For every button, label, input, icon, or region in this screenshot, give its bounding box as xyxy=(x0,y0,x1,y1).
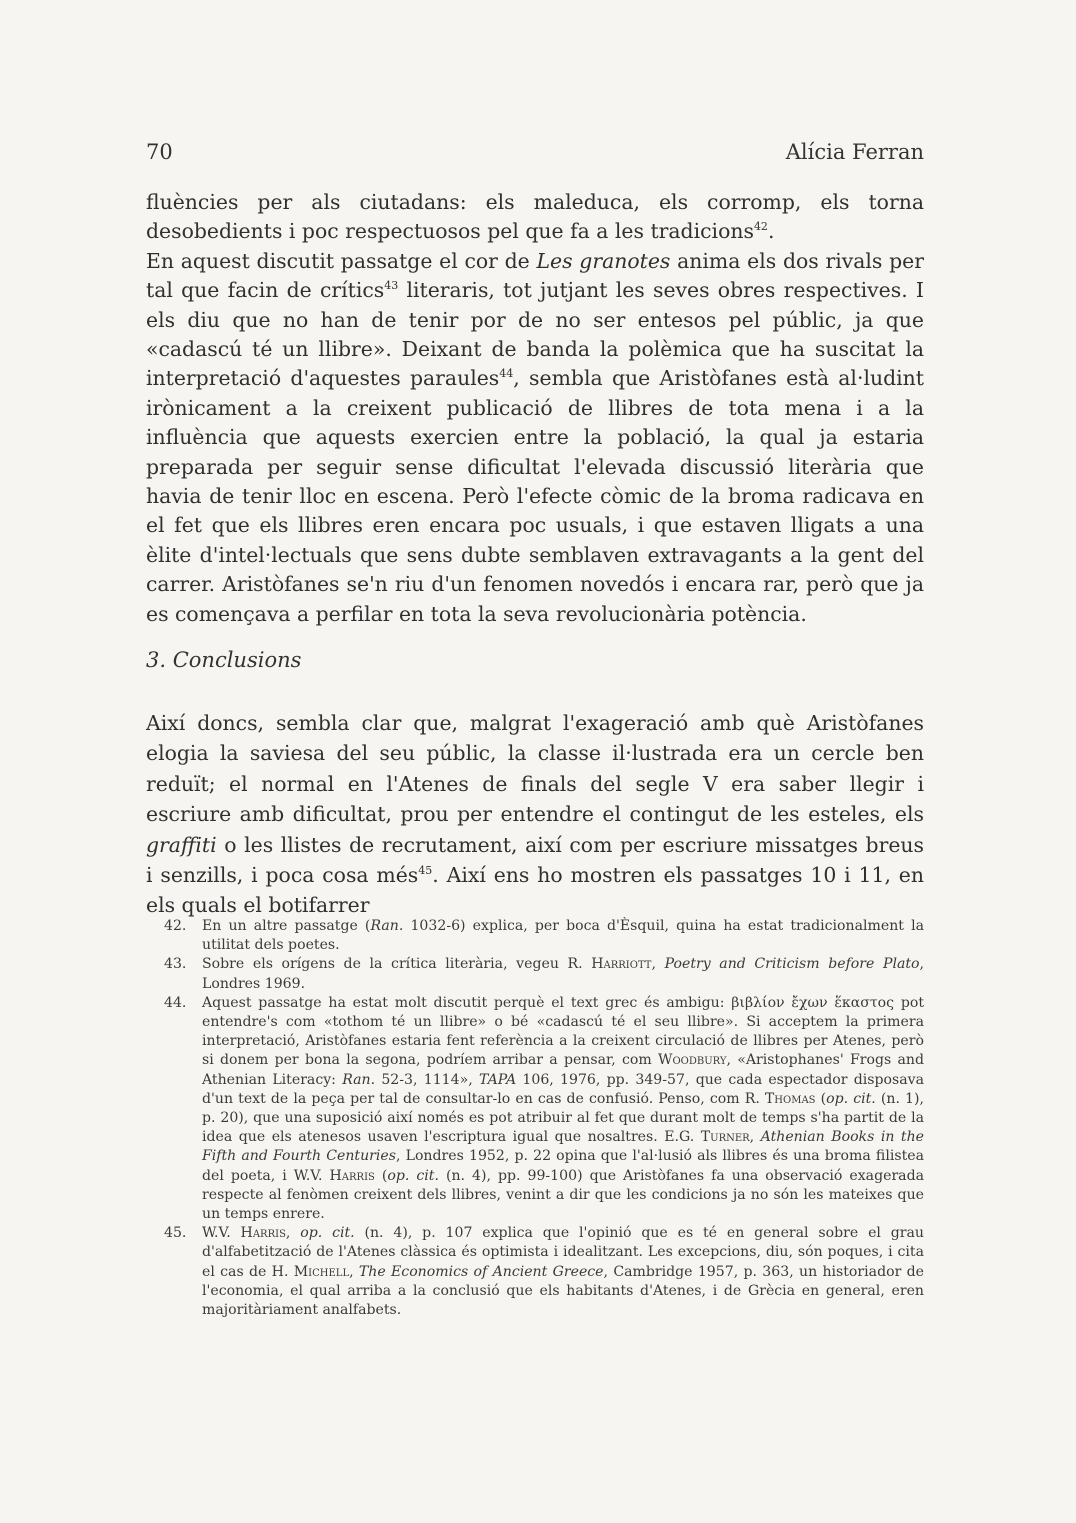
footnotes xyxy=(164,917,924,1320)
body-text xyxy=(146,188,924,629)
paragraph: fluències per als ciutadans: els maleduca, els corromp, els torna desobedients i poc respectuosos pel que fa a les tradicions$^{42}$. xyxy=(146,190,924,244)
footnote-ref-43[interactable]: 43 xyxy=(384,279,399,293)
footnote-42: 42. En un altre passatge (Ran. 1032-6) explica, per boca d'Èsquil, quina ha estat tradicionalment la utilitat dels poetes. xyxy=(164,918,924,954)
paragraph: Així doncs, sembla clar que, malgrat l'exageració amb què Aristòfanes elogia la saviesa del seu públic, la classe il·lustrada era un cercle ben reduït; el normal en l'Atenes de finals del segle V era saber llegir i escriure amb dificultat, prou per entendre el contingut de les esteles, els graffiti o les llistes de recrutament, així com per escriure missatges breus i senzills, i poca cosa més$^{45}$. Així ens ho mostren els passatges 10 i 11, en els quals el botifarrer xyxy=(146,711,924,918)
footnote-44: 44. Aquest passatge ha estat molt discutit perquè el text grec és ambigu: βιβλίον ἔχων ἕκαστος pot entendre's com «tothom té un llibre» o bé «cadascú té el seu llibre». Si acceptem la primera interpretació, Aristòfanes estaria fent referència a la creixent circulació de llibres per Atenes, però si donem per bona la segona, podríem arribar a pensar, com Woodbury, «Aristophanes' Frogs and Athenian Literacy: Ran. 52-3, 1114», TAPA 106, 1976, pp. 349-57, que cada espectador disposava d'un text de la peça per tal de consultar-lo en cas de confusió. Penso, com R. Thomas (op. cit. (n. 1), p. 20), que una suposició així només es pot atribuir al fet que durant molt de temps s'ha partit de la idea que els atenesos usaven l'escriptura igual que nosaltres. E.G. Turner, Athenian Books in the Fifth and Fourth Centuries, Londres 1952, p. 22 opina que l'al·lusió als llibres és una broma filistea del poeta, i W.V. Harris (op. cit. (n. 4), pp. 99-100) que Aristòfanes fa una observació exagerada respecte al fenòmen creixent dels llibres, venint a dir que les condicions ja no són les mateixes que un temps enrere. xyxy=(164,994,925,1223)
paragraph: En aquest discutit passatge el cor de Les granotes anima els dos rivals per tal que facin de crítics$^{43}$ literaris, tot jutjant les seves obres respectives. I els diu que no han de tenir por de no ser entesos pel públic, ja que «cadascú té un llibre». Deixant de banda la polèmica que ha suscitat la interpretació d'aquestes paraules$^{44}$, sembla que Aristòfanes està al·ludint irònicament a la creixent publicació de llibres de tota mena i a la influència que aquests exercien entre la població, la qual ja estaria preparada per seguir sense dificultat l'elevada discussió literària que havia de tenir lloc en escena. Però l'efecte còmic de la broma radicava en el fet que els llibres eren encara poc usuals, i que estaven lligats a una èlite d'intel·lectuals que sens dubte semblaven extravagants a la gent del carrer. Aristòfanes se'n riu d'un fenomen novedós i encara rar, però que ja es començava a perfilar en tota la seva revolucionària potència. xyxy=(146,248,925,626)
footnote-ref-45[interactable]: 45 xyxy=(418,864,433,878)
footnote-ref-42[interactable]: 42 xyxy=(753,220,768,234)
footnote-43: 43. Sobre els orígens de la crítica literària, vegeu R. Harriott, Poetry and Criticism before Plato, Londres 1969. xyxy=(164,956,924,992)
page-number: 70 xyxy=(146,140,173,164)
footnote-ref-44[interactable]: 44 xyxy=(499,367,514,381)
work-title: Les granotes xyxy=(536,248,671,273)
section-heading: 3. Conclusions xyxy=(146,648,302,672)
footnote-45: 45. W.V. Harris, op. cit. (n. 4), p. 107 explica que l'opinió que es té en general sobre el grau d'alfabetització de l'Atenes clàssica és optimista i idealitzant. Les excepcions, diu, són poques, i cita el cas de H. Michell, The Economics of Ancient Greece, Cambridge 1957, p. 363, un historiador de l'economia, el qual arriba a la conclusió que els habitants d'Atenes, i de Grècia en general, eren majoritàriament analfabets. xyxy=(164,1225,924,1319)
running-author: Alícia Ferran xyxy=(785,140,924,164)
conclusion-text xyxy=(146,708,924,921)
